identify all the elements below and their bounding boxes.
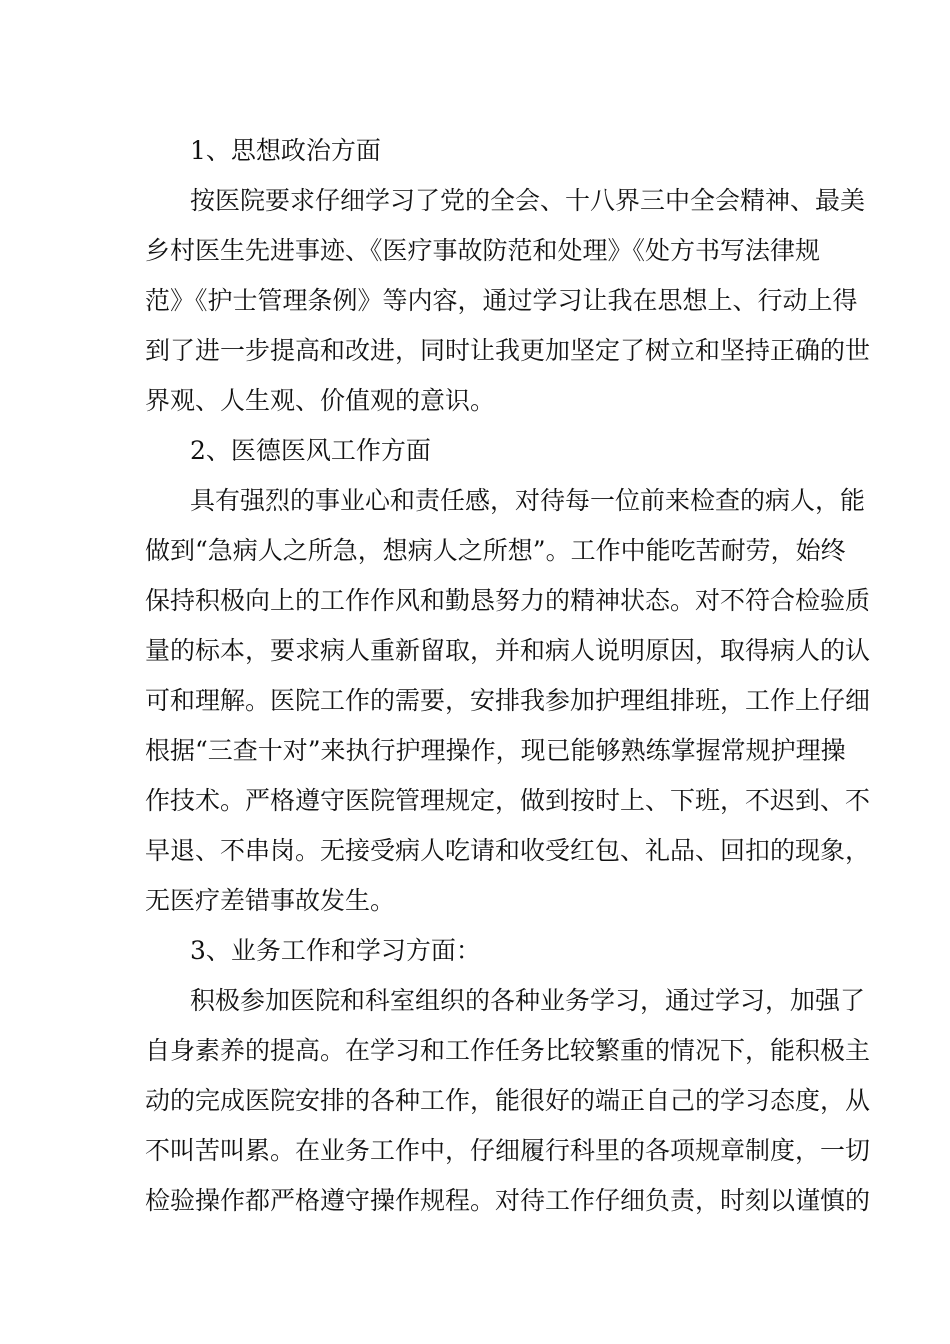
paragraph-line: 按医院要求仔细学习了党的全会、十八界三中全会精神、最美 [190, 186, 866, 215]
paragraph-line: 范》《护士管理条例》等内容，通过学习让我在思想上、行动上得 [145, 286, 858, 315]
paragraph-line: 自身素养的提高。在学习和工作任务比较繁重的情况下，能积极主 [145, 1036, 871, 1065]
paragraph-line: 检验操作都严格遵守操作规程。对待工作仔细负责，时刻以谨慎的 [145, 1186, 871, 1215]
paragraph-line: 根据“三查十对”来执行护理操作，现已能够熟练掌握常规护理操 [145, 736, 846, 765]
paragraph-line: 保持积极向上的工作作风和勤恳努力的精神状态。对不符合检验质 [145, 586, 871, 615]
section-heading: 1、思想政治方面 [190, 136, 381, 165]
paragraph-line: 界观、人生观、价值观的意识。 [145, 386, 496, 415]
paragraph-line: 量的标本，要求病人重新留取，并和病人说明原因，取得病人的认 [145, 636, 871, 665]
paragraph-line: 做到“急病人之所急，想病人之所想”。工作中能吃苦耐劳，始终 [145, 536, 846, 565]
paragraph-line: 不叫苦叫累。在业务工作中，仔细履行科里的各项规章制度，一切 [145, 1136, 871, 1165]
paragraph-line: 具有强烈的事业心和责任感，对待每一位前来检查的病人，能 [190, 486, 866, 515]
paragraph-line: 可和理解。医院工作的需要，安排我参加护理组排班，工作上仔细 [145, 686, 871, 715]
paragraph-line: 乡村医生先进事迹、《医疗事故防范和处理》《处方书写法律规 [145, 236, 821, 265]
section-heading: 2、医德医风工作方面 [190, 436, 431, 465]
paragraph-line: 作技术。严格遵守医院管理规定，做到按时上、下班，不迟到、不 [145, 786, 871, 815]
section-heading: 3、业务工作和学习方面： [190, 936, 481, 965]
paragraph-line: 无医疗差错事故发生。 [145, 886, 396, 915]
paragraph-line: 积极参加医院和科室组织的各种业务学习，通过学习，加强了 [190, 986, 866, 1015]
paragraph-line: 动的完成医院安排的各种工作，能很好的端正自己的学习态度，从 [145, 1086, 871, 1115]
paragraph-line: 到了进一步提高和改进，同时让我更加坚定了树立和坚持正确的世 [145, 336, 871, 365]
paragraph-line: 早退、不串岗。无接受病人吃请和收受红包、礼品、回扣的现象， [145, 836, 871, 865]
